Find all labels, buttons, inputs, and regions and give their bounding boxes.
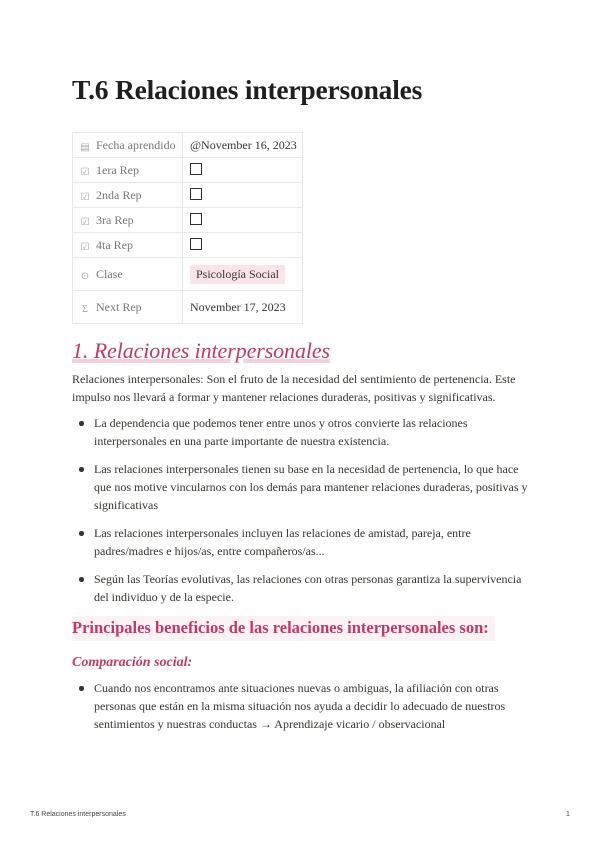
checkbox-prop-icon: ☑ xyxy=(80,191,90,203)
property-row-fecha xyxy=(73,133,303,158)
clase-tag[interactable]: Psicología Social xyxy=(190,265,285,284)
property-row-2nda-rep xyxy=(73,183,303,208)
property-key: Clase xyxy=(96,266,123,281)
section-intro: Relaciones interpersonales: Son el fruto de la necesidad del sentimiento de pertenencia. Este impulso nos llevará a formar y mantener relaciones duraderas, positivas y significativas. xyxy=(72,372,516,404)
section-heading: 1. Relaciones interpersonales xyxy=(72,338,330,363)
checkbox-prop-icon: ☑ xyxy=(80,241,90,253)
checkbox-4ta-rep[interactable] xyxy=(190,238,202,250)
calendar-icon: ▤ xyxy=(80,141,90,153)
select-icon: ⊙ xyxy=(80,270,90,282)
property-value-date[interactable]: @November 16, 2023 xyxy=(183,133,303,158)
checkbox-3ra-rep[interactable] xyxy=(190,213,202,225)
property-key: Fecha aprendido xyxy=(96,137,176,152)
checkbox-1era-rep[interactable] xyxy=(190,163,202,175)
property-row-next-rep xyxy=(73,291,303,324)
property-key: Next Rep xyxy=(96,299,142,314)
footer-page-number: 1 xyxy=(566,811,570,818)
subsection-bullet-list xyxy=(72,679,528,743)
property-key: 2nda Rep xyxy=(96,187,142,202)
property-row-1era-rep xyxy=(73,158,303,183)
sigma-icon: Σ xyxy=(82,303,88,315)
list-item: Cuando nos encontramos ante situaciones nuevas o ambiguas, la afiliación con otras personas que están en la misma situación nos ayuda a decidir lo adecuado de nuestros sentimientos y nuestras conductas → Aprendizaje vicario / observacional xyxy=(72,679,528,733)
property-value-next-rep: November 17, 2023 xyxy=(183,291,303,324)
property-key: 1era Rep xyxy=(96,162,139,177)
property-row-3ra-rep xyxy=(73,208,303,233)
properties-table xyxy=(72,132,303,324)
checkbox-2nda-rep[interactable] xyxy=(190,188,202,200)
section-bullet-list xyxy=(72,414,528,616)
list-item: Las relaciones interpersonales tienen su base en la necesidad de pertenencia, lo que hace que nos motive vincularnos con los demás para mantener relaciones duraderas, positivas y significativas xyxy=(72,460,528,514)
subsection-subheading: Comparación social: xyxy=(72,655,193,670)
page-title: T.6 Relaciones interpersonales xyxy=(72,74,423,105)
subsection-heading: Principales beneficios de las relaciones interpersonales son: xyxy=(72,616,495,641)
property-key: 3ra Rep xyxy=(96,212,134,227)
footer-doc-title: T.6 Relaciones interpersonales xyxy=(30,811,126,818)
list-item: Las relaciones interpersonales incluyen las relaciones de amistad, pareja, entre padres/madres e hijos/as, entre compañeros/as... xyxy=(72,524,528,560)
list-item: Según las Teorías evolutivas, las relaciones con otras personas garantiza la supervivencia del individuo y de la especie. xyxy=(72,570,528,606)
checkbox-prop-icon: ☑ xyxy=(80,216,90,228)
checkbox-prop-icon: ☑ xyxy=(80,166,90,178)
list-item: La dependencia que podemos tener entre unos y otros convierte las relaciones interpersonales en una parte importante de nuestra existencia. xyxy=(72,414,528,450)
property-row-clase xyxy=(73,258,303,291)
property-key: 4ta Rep xyxy=(96,237,133,252)
property-row-4ta-rep xyxy=(73,233,303,258)
